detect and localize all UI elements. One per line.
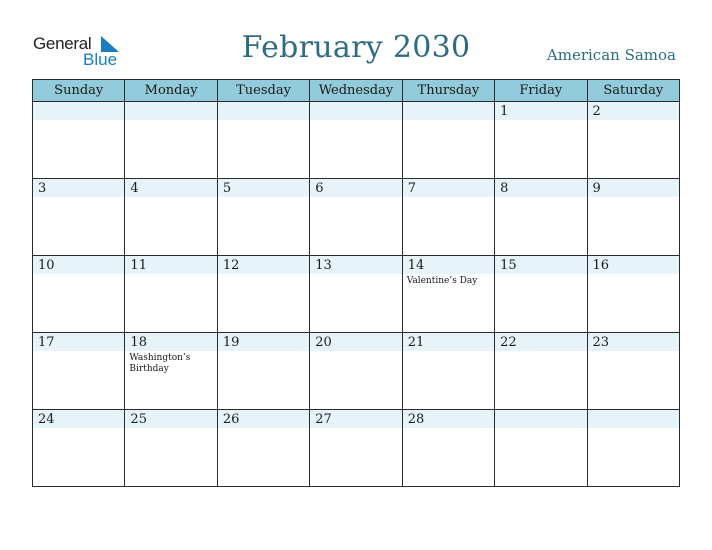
day-cell bbox=[587, 179, 679, 256]
day-number-band bbox=[495, 102, 586, 120]
day-number: 28 bbox=[407, 412, 425, 427]
day-cell bbox=[587, 256, 679, 333]
day-number: 20 bbox=[315, 335, 332, 350]
day-number-band bbox=[495, 410, 586, 428]
day-number-band bbox=[33, 179, 124, 197]
day-cell bbox=[33, 410, 125, 487]
day-number-band bbox=[310, 179, 401, 197]
day-cell bbox=[217, 333, 309, 410]
day-number: 21 bbox=[407, 335, 425, 350]
day-cell bbox=[217, 179, 309, 256]
day-number: 27 bbox=[315, 412, 332, 427]
day-number: 24 bbox=[38, 412, 55, 427]
day-number: 25 bbox=[130, 412, 147, 427]
day-number-band bbox=[33, 102, 124, 120]
day-number: 14 bbox=[407, 258, 425, 273]
day-cell bbox=[402, 179, 494, 256]
day-cell bbox=[402, 333, 494, 410]
day-cell bbox=[402, 102, 494, 179]
day-cell bbox=[310, 256, 402, 333]
day-number: 17 bbox=[38, 335, 55, 350]
day-cell bbox=[33, 256, 125, 333]
week-row bbox=[33, 333, 680, 410]
day-cell bbox=[217, 410, 309, 487]
day-number-band bbox=[403, 179, 494, 197]
day-cell bbox=[33, 179, 125, 256]
day-number-band bbox=[588, 102, 679, 120]
day-cell bbox=[402, 410, 494, 487]
day-number: 11 bbox=[130, 258, 147, 273]
day-number-band bbox=[218, 179, 309, 197]
day-number: 7 bbox=[407, 181, 416, 196]
day-number: 5 bbox=[222, 181, 232, 196]
logo-word-general: General bbox=[33, 34, 92, 53]
day-cell bbox=[495, 410, 587, 487]
day-cell bbox=[33, 333, 125, 410]
day-number: 26 bbox=[222, 412, 240, 427]
weekday-header: Friday bbox=[495, 80, 587, 102]
week-row bbox=[33, 102, 680, 179]
day-cell bbox=[495, 102, 587, 179]
day-number-band bbox=[125, 179, 216, 197]
day-cell bbox=[217, 256, 309, 333]
region-label: American Samoa bbox=[546, 46, 676, 64]
day-cell bbox=[310, 410, 402, 487]
day-number: 6 bbox=[315, 181, 324, 196]
day-cell bbox=[495, 179, 587, 256]
day-number: 23 bbox=[592, 335, 610, 350]
day-number: 13 bbox=[315, 258, 332, 273]
day-cell bbox=[310, 333, 402, 410]
holiday-label: Valentine’s Day bbox=[406, 276, 478, 286]
day-number: 22 bbox=[500, 335, 517, 350]
weekday-header: Sunday bbox=[33, 80, 125, 102]
day-number: 2 bbox=[592, 104, 601, 119]
day-cell bbox=[125, 410, 217, 487]
day-number: 1 bbox=[500, 104, 509, 119]
day-number: 19 bbox=[222, 335, 240, 350]
day-cell bbox=[495, 333, 587, 410]
day-number-band bbox=[218, 102, 309, 120]
day-cell bbox=[125, 333, 217, 410]
day-cell bbox=[402, 256, 494, 333]
day-number-band bbox=[495, 179, 586, 197]
weekday-header: Wednesday bbox=[310, 80, 402, 102]
day-number-band bbox=[403, 102, 494, 120]
weekday-header-row bbox=[33, 80, 680, 102]
week-row bbox=[33, 410, 680, 487]
day-cell bbox=[217, 102, 309, 179]
week-row bbox=[33, 179, 680, 256]
holiday-label: Washington’s Birthday bbox=[129, 353, 191, 374]
day-cell bbox=[587, 102, 679, 179]
logo-word-blue: Blue bbox=[83, 50, 118, 69]
day-number-band bbox=[310, 102, 401, 120]
day-number: 16 bbox=[592, 258, 610, 273]
day-number: 18 bbox=[130, 335, 147, 350]
day-number-band bbox=[588, 179, 679, 197]
calendar-grid bbox=[32, 79, 680, 487]
day-cell bbox=[587, 333, 679, 410]
day-number: 8 bbox=[500, 181, 509, 196]
day-number: 4 bbox=[130, 181, 139, 196]
day-number: 12 bbox=[222, 258, 240, 273]
day-number-band bbox=[125, 102, 216, 120]
day-cell bbox=[125, 256, 217, 333]
day-cell bbox=[310, 102, 402, 179]
day-number: 9 bbox=[592, 181, 601, 196]
day-cell bbox=[310, 179, 402, 256]
weekday-header: Saturday bbox=[587, 80, 679, 102]
day-cell bbox=[495, 256, 587, 333]
week-row bbox=[33, 256, 680, 333]
day-number: 3 bbox=[38, 181, 47, 196]
page-title: February 2030 bbox=[241, 30, 471, 65]
weekday-header: Tuesday bbox=[217, 80, 309, 102]
day-cell bbox=[125, 102, 217, 179]
day-cell bbox=[125, 179, 217, 256]
day-cell bbox=[33, 102, 125, 179]
day-number: 15 bbox=[500, 258, 517, 273]
day-number: 10 bbox=[38, 258, 55, 273]
day-number-band bbox=[588, 410, 679, 428]
weekday-header: Monday bbox=[125, 80, 217, 102]
weekday-header: Thursday bbox=[402, 80, 494, 102]
day-cell bbox=[587, 410, 679, 487]
